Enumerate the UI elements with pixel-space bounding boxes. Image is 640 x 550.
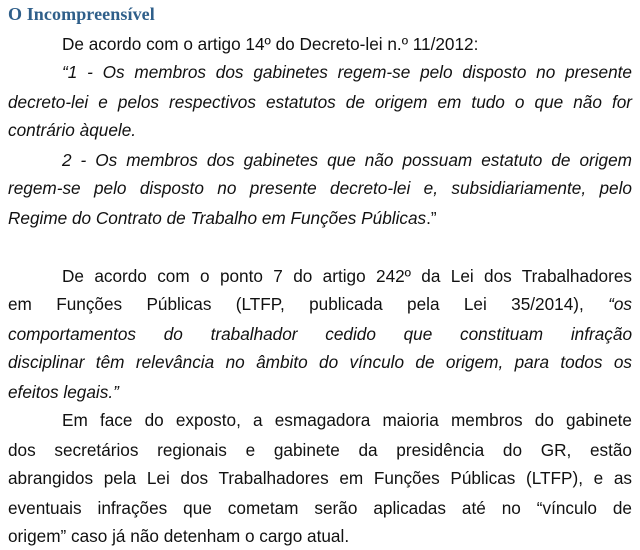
quote-close: .” [426,208,437,228]
paragraph-2-line-2 [8,290,632,318]
paragraph-2-line-3: comportamentos do trabalhador cedido que constituam infração [8,324,632,344]
quote-item-1-line-2: decreto-lei e pelos respectivos estatutos de origem em tudo o que não for [8,92,632,112]
document-title: O Incompreensível [8,4,155,24]
paragraph-3-line-3: abrangidos pela Lei dos Trabalhadores em Funções Públicas (LTFP), e as [8,468,632,488]
paragraph-2-line-5: efeitos legais.” [8,382,119,402]
paragraph-2-line-4: disciplinar têm relevância no âmbito do vínculo de origem, para todos os [8,352,632,372]
paragraph-3-line-2: dos secretários regionais e gabinete da presidência do GR, estão [8,440,632,460]
paragraph-3-line-4: eventuais infrações que cometam serão aplicadas até no “vínculo de [8,498,632,518]
quote-item-1-line-3: contrário àquele. [8,120,137,140]
regime-reference: Regime do Contrato de Trabalho em Funções Públicas [8,208,427,228]
quote-item-2-line-3 [8,204,632,232]
quote-item-2-line-1: 2 - Os membros dos gabinetes que não possuam estatuto de origem [62,150,632,170]
paragraph-1-intro: De acordo com o artigo 14º do Decreto-lei n.º 11/2012: [62,34,479,54]
ltfp-reference: em Funções Públicas (LTFP, publicada pela Lei 35/2014), [8,294,609,314]
quote-item-2-line-2: regem-se pelo disposto no presente decreto-lei e, subsidiariamente, pelo [8,178,632,198]
quote-item-1-line-1: “1 - Os membros dos gabinetes regem-se pelo disposto no presente [62,62,632,82]
paragraph-3-line-1: Em face do exposto, a esmagadora maioria membros do gabinete [62,410,632,430]
quote-open: “os [608,294,632,314]
paragraph-2-line-1: De acordo com o ponto 7 do artigo 242º da Lei dos Trabalhadores [62,266,632,286]
paragraph-3-line-5: origem” caso já não detenham o cargo atual. [8,526,350,546]
